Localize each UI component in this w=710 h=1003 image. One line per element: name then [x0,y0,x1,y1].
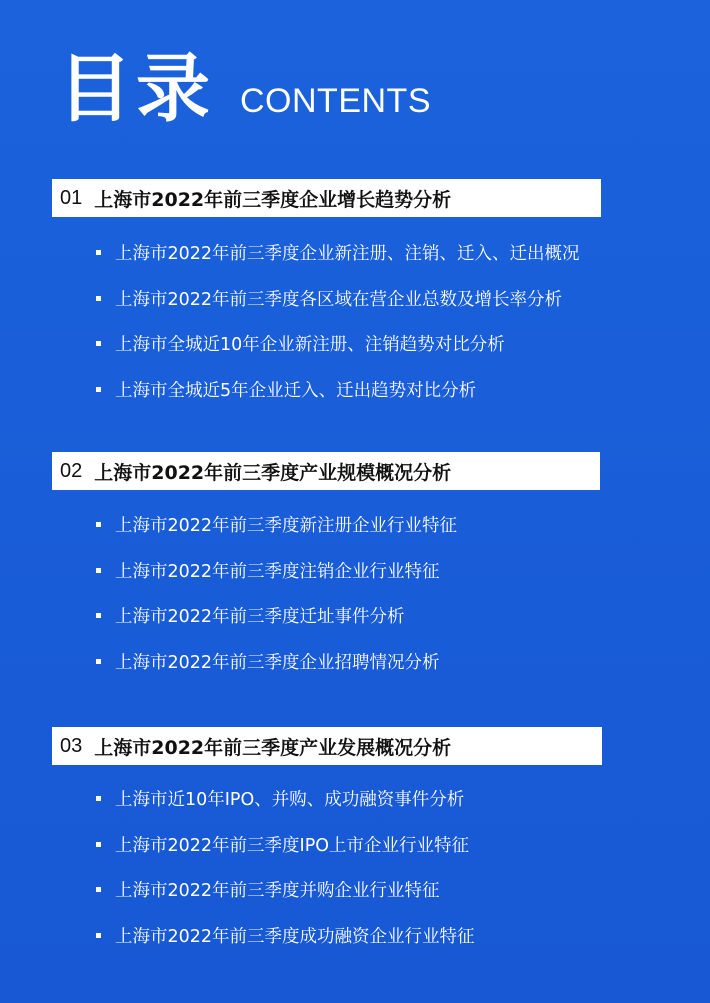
section-header-bar[interactable] [52,179,601,217]
toc-item[interactable] [96,639,457,685]
toc-item[interactable] [96,548,457,594]
bullet-icon [96,341,101,346]
toc-item[interactable] [96,593,457,639]
section-title: 上海市2022年前三季度企业增长趋势分析 [94,188,452,211]
bullet-icon [96,796,101,801]
bullet-icon [96,842,101,847]
section-item-list [96,502,457,684]
toc-item-label: 上海市2022年前三季度新注册企业行业特征 [115,516,458,537]
section-number: 02 [60,459,83,482]
bullet-icon [96,250,101,255]
bullet-icon [96,887,101,892]
section-number: 01 [60,186,83,209]
section-header-bar[interactable] [52,452,600,490]
toc-item[interactable] [96,276,580,322]
bullet-icon [96,568,101,573]
toc-item-label: 上海市2022年前三季度注销企业行业特征 [115,561,440,582]
page-title: 目录 [58,46,214,132]
toc-item[interactable] [96,230,580,276]
toc-item-label: 上海市2022年前三季度并购企业行业特征 [115,881,440,902]
bullet-icon [96,613,101,618]
toc-item-label: 上海市2022年前三季度IPO上市企业行业特征 [115,835,470,856]
toc-item[interactable] [96,502,457,548]
bullet-icon [96,933,101,938]
bullet-icon [96,659,101,664]
section-title: 上海市2022年前三季度产业规模概况分析 [94,461,452,484]
page-title-english: CONTENTS [240,82,431,120]
page-header [58,46,431,132]
toc-item-label: 上海市2022年前三季度成功融资企业行业特征 [115,926,475,947]
toc-item[interactable] [96,367,580,413]
section-number: 03 [60,734,83,757]
section-header-bar[interactable] [52,727,602,765]
toc-item[interactable] [96,867,475,913]
toc-item-label: 上海市2022年前三季度企业招聘情况分析 [115,652,440,673]
toc-item-label: 上海市近10年IPO、并购、成功融资事件分析 [115,790,465,811]
toc-item[interactable] [96,822,475,868]
toc-item[interactable] [96,321,580,367]
toc-item-label: 上海市2022年前三季度迁址事件分析 [115,607,405,628]
toc-item-label: 上海市2022年前三季度企业新注册、注销、迁入、迁出概况 [115,244,580,265]
bullet-icon [96,296,101,301]
toc-item-label: 上海市2022年前三季度各区域在营企业总数及增长率分析 [115,289,563,310]
bullet-icon [96,522,101,527]
section-item-list [96,776,475,958]
section-item-list [96,230,580,412]
toc-item[interactable] [96,776,475,822]
toc-item[interactable] [96,913,475,959]
section-title: 上海市2022年前三季度产业发展概况分析 [94,736,452,759]
bullet-icon [96,387,101,392]
toc-item-label: 上海市全城近5年企业迁入、迁出趋势对比分析 [115,380,477,401]
toc-item-label: 上海市全城近10年企业新注册、注销趋势对比分析 [115,335,505,356]
